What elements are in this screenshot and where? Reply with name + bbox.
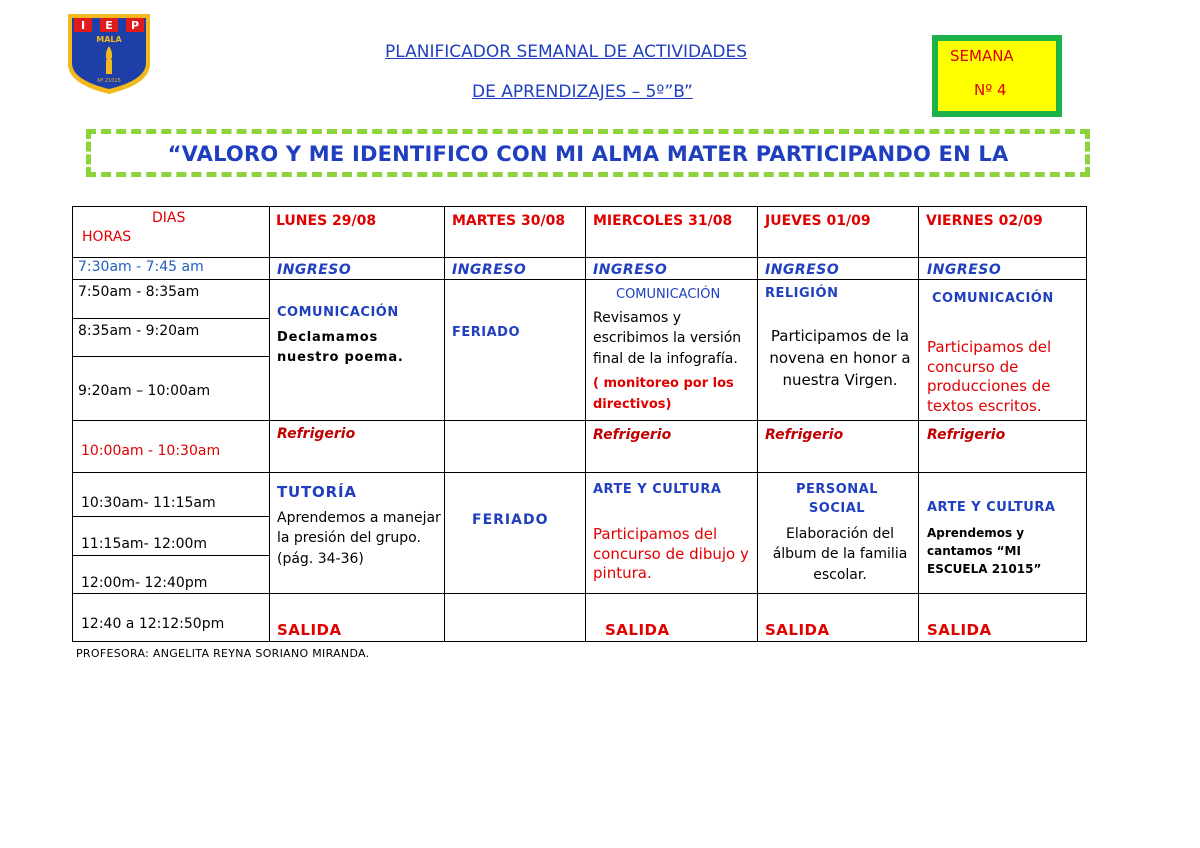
refrigerio-jueves: Refrigerio bbox=[765, 427, 844, 443]
jueves-activity-2: Elaboración del álbum de la familia escolar. bbox=[772, 526, 908, 583]
jueves-subject-2: PERSONAL SOCIAL bbox=[795, 482, 879, 516]
week-badge bbox=[932, 35, 1062, 117]
miercoles-note-1: ( monitoreo por los directivos) bbox=[593, 376, 734, 412]
miercoles-activity-1: Revisamos y escribimos la versión final de la infografía. bbox=[593, 310, 742, 367]
lunes-subject-1: COMUNICACIÓN bbox=[277, 305, 399, 320]
logo-name: MALA bbox=[96, 35, 122, 44]
time-slot-2: 7:50am - 8:35am bbox=[78, 284, 200, 300]
day-martes: MARTES 30/08 bbox=[452, 213, 566, 229]
salida-viernes: SALIDA bbox=[927, 621, 992, 639]
salida-miercoles: SALIDA bbox=[605, 621, 670, 639]
refrigerio-lunes: Refrigerio bbox=[277, 426, 356, 442]
week-number: Nº 4 bbox=[974, 81, 1007, 99]
motto-banner bbox=[86, 129, 1090, 177]
time-slot-7: 11:15am- 12:00m bbox=[81, 536, 208, 552]
planner-title-line1: PLANIFICADOR SEMANAL DE ACTIVIDADES bbox=[385, 42, 748, 62]
lunes-activity-1: Declamamos nuestro poema. bbox=[277, 330, 404, 365]
viernes-activity-1: Participamos del concurso de producciones de textos escritos. bbox=[927, 338, 1052, 415]
day-miercoles: MIERCOLES 31/08 bbox=[593, 213, 733, 229]
time-slot-3: 8:35am - 9:20am bbox=[78, 323, 200, 339]
salida-jueves: SALIDA bbox=[765, 621, 830, 639]
jueves-subject-1: RELIGIÓN bbox=[765, 286, 839, 301]
logo-letter-p: P bbox=[130, 19, 140, 32]
time-slot-9: 12:40 a 12:12:50pm bbox=[81, 616, 225, 632]
day-viernes: VIERNES 02/09 bbox=[926, 213, 1043, 229]
motto-text: “VALORO Y ME IDENTIFICO CON MI ALMA MATER PARTICIPANDO EN LA bbox=[167, 142, 1009, 166]
day-jueves: JUEVES 01/09 bbox=[765, 213, 871, 229]
miercoles-subject-2: ARTE Y CULTURA bbox=[593, 482, 722, 497]
ingreso-viernes: INGRESO bbox=[927, 262, 1002, 278]
time-slot-1: 7:30am - 7:45 am bbox=[78, 259, 204, 275]
time-slot-6: 10:30am- 11:15am bbox=[81, 495, 216, 511]
corner-days: DIAS bbox=[152, 210, 186, 226]
schedule-table bbox=[72, 206, 1087, 642]
week-label: SEMANA bbox=[950, 47, 1014, 65]
martes-holiday-2: FERIADO bbox=[472, 512, 549, 528]
jueves-activity-1: Participamos de la novena en honor a nuestra Virgen. bbox=[769, 327, 911, 389]
miercoles-subject-1: COMUNICACIÓN bbox=[616, 287, 721, 302]
salida-lunes: SALIDA bbox=[277, 621, 342, 639]
lunes-subject-2: TUTORÍA bbox=[277, 483, 357, 501]
refrigerio-miercoles: Refrigerio bbox=[593, 427, 672, 443]
miercoles-activity-2: Participamos del concurso de dibujo y pintura. bbox=[593, 525, 749, 582]
logo-letter-e: E bbox=[105, 19, 113, 32]
ingreso-jueves: INGRESO bbox=[765, 262, 840, 278]
teacher-name: PROFESORA: ANGELITA REYNA SORIANO MIRANDA. bbox=[76, 647, 370, 660]
time-slot-5: 10:00am - 10:30am bbox=[81, 443, 221, 459]
viernes-subject-1: COMUNICACIÓN bbox=[932, 291, 1054, 306]
lunes-activity-2: Aprendemos a manejar la presión del grupo. (pág. 34-36) bbox=[277, 510, 441, 567]
corner-hours: HORAS bbox=[82, 229, 132, 245]
ingreso-martes: INGRESO bbox=[452, 262, 527, 278]
martes-holiday-1: FERIADO bbox=[452, 325, 521, 340]
school-logo bbox=[66, 12, 152, 96]
ingreso-miercoles: INGRESO bbox=[593, 262, 668, 278]
logo-number: Nº 21015 bbox=[97, 78, 121, 84]
day-lunes: LUNES 29/08 bbox=[276, 213, 377, 229]
viernes-subject-2: ARTE Y CULTURA bbox=[927, 500, 1056, 515]
time-slot-4: 9:20am – 10:00am bbox=[78, 383, 211, 399]
time-slot-8: 12:00m- 12:40pm bbox=[81, 575, 208, 591]
planner-title-line2: DE APRENDIZAJES – 5º”B” bbox=[472, 82, 693, 102]
viernes-activity-2: Aprendemos y cantamos “MI ESCUELA 21015” bbox=[927, 526, 1042, 576]
refrigerio-viernes: Refrigerio bbox=[927, 427, 1006, 443]
ingreso-lunes: INGRESO bbox=[277, 262, 352, 278]
logo-letter-i: I bbox=[80, 19, 86, 32]
